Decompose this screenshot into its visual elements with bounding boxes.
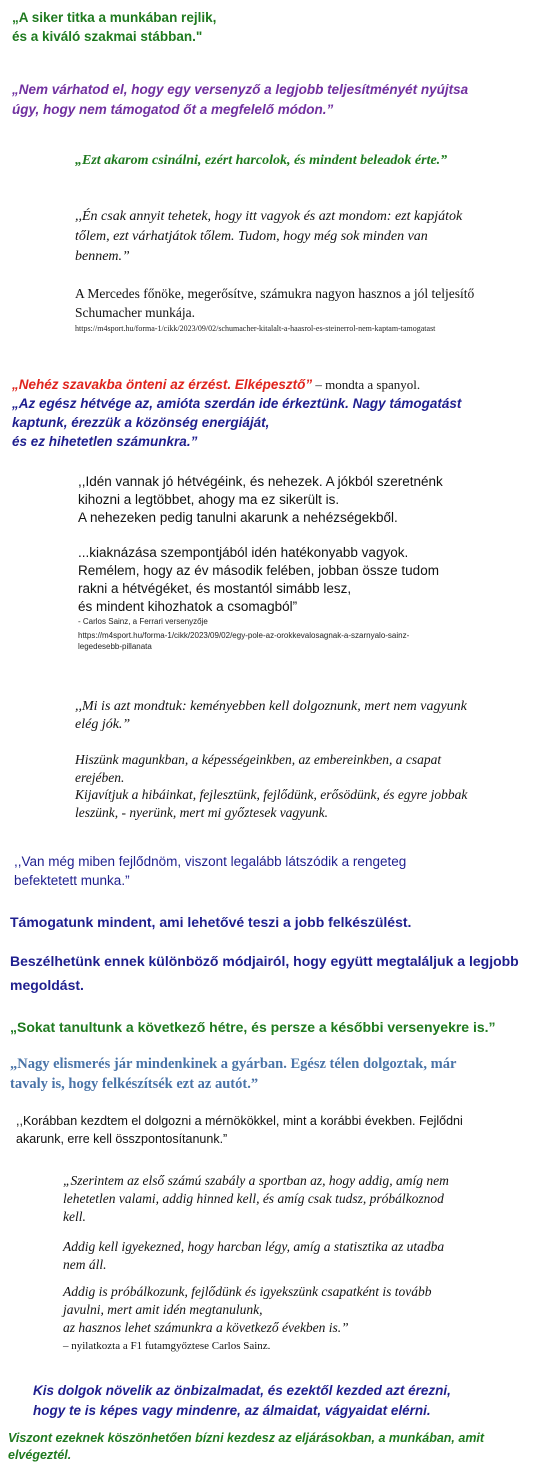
quote-line: A nehezeken pedig tanulni akarunk a nehézségekből. [78,510,398,525]
quote-line: ,,Idén vannak jó hétvégéink, és nehezek. A jókból szeretnénk [78,474,443,489]
quote-work-harder [75,698,467,734]
statement-discuss [10,949,519,997]
quote-line: tavaly is, hogy felkészítsék ezt az autót.” [10,1076,259,1092]
quote-line: ,,Korábban kezdtem el dolgozni a mérnökökkel, mint a korábbi években. Fejlődni [16,1114,463,1128]
quote-line: „Nem várhatod el, hogy egy versenyző a legjobb teljesítményét nyújtsa [12,82,469,97]
quote-line: tőlem, ezt várhatjátok tőlem. Tudom, hogy még sok minden van [75,229,428,244]
quote-line: „Az egész hétvége az, amióta szerdán ide érkeztünk. Nagy támogatást [12,396,462,411]
statement-line: hogy te is képes vagy mindenre, az álmaidat, vágyaidat elérni. [33,1403,431,1418]
quote-line [12,375,461,394]
mercedes-note [75,284,474,322]
statement-line: Beszélhetünk ennek különböző módjairól, hogy együtt megtaláljuk a legjobb [10,953,519,969]
quote-line: Hiszünk magunkban, a képességeinkben, az embereinkben, a csapat [75,752,442,767]
quote-line: „A siker titka a munkában rejlik, [12,10,217,25]
quote-line: és a kiváló szakmai stábban." [12,29,203,44]
quote-first-rule [63,1172,449,1226]
sainz-attribution [63,1339,270,1353]
quote-support-driver [12,80,468,120]
quote-line: és ez hihetetlen számunkra.” [12,434,198,449]
quote-learned [10,1017,496,1037]
statement-line: Viszont ezeknek köszönhetően bízni kezdesz az eljárásokban, a munkában, amit [8,1431,485,1445]
quote-fight [75,151,447,171]
quote-line: Kijavítjuk a hibáinkat, fejlesztünk, fejlődünk, erősödünk, és egyre jobbak [75,787,468,802]
quote-line: javulni, mert amit idén megtanulunk, [63,1302,263,1317]
quote-line: az hasznos lehet számunkra a következő években is.” [63,1320,349,1335]
source-url-line[interactable]: https://m4sport.hu/forma-1/cikk/2023/09/02/egy-pole-az-orokkevalosagnak-a-szarnyalo-sainz- [78,631,410,640]
quote-line: befektetett munka.” [14,873,130,888]
quote-line: kihozni a legtöbbet, ahogy ma ez sikerült is. [78,492,340,507]
quote-line: ,,Én csak annyit tehetek, hogy itt vagyok és azt mondom: ezt kapjátok [75,209,463,224]
statement-support [10,912,411,932]
quote-line: elég jók.” [75,717,131,732]
statement-line: elvégeztél. [8,1448,72,1462]
quote-line: ,,Mi is azt mondtuk: keményebben kell dolgoznunk, mert nem vagyunk [75,699,467,714]
quote-line: ...kiaknázása szempontjából idén hatékonyabb vagyok. [78,545,409,560]
quote-line: erejében. [75,769,125,785]
quote-sainz-weekends [78,473,443,527]
quote-line: „Nagy elismerés jár mindenkinek a gyárban. Egész télen dolgoztak, már [10,1056,457,1072]
quote-line: akarunk, erre kell összpontosítanunk.” [16,1132,228,1146]
quote-improve [14,852,406,890]
note-line: Schumacher munkája. [75,305,195,320]
quote-line: bennem.” [75,249,130,264]
quote-success-secret [12,8,216,46]
note-line: A Mercedes főnöke, megerősítve, számukra nagyon hasznos a jól teljesítő [75,286,475,301]
quote-line: ,,Van még miben fejlődnöm, viszont legalább látszódik a rengeteg [14,854,407,869]
source-url-line[interactable]: legedesebb-pillanata [78,642,152,651]
quote-line: Addig kell igyekezned, hogy harcban légy, amíg a statisztika az utadba [63,1239,445,1254]
emotion-quote: „Nehéz szavakba önteni az érzést. Elképesztő” [12,377,313,392]
attribution-text: – nyilatkozta a F1 futamgyőztese Carlos Sainz. [63,1340,271,1352]
quote-line: nem áll. [63,1257,107,1272]
quote-line: Addig is próbálkozunk, fejlődünk és igyekszünk csapatként is tovább [63,1284,432,1299]
quote-keep-fighting [63,1238,444,1274]
quote-sainz-efficiency [78,544,439,616]
quote-line: és mindent kihozhatok a csomagból” [78,599,298,614]
source-url-schumacher[interactable] [75,323,520,334]
url-text[interactable]: https://m4sport.hu/forma-1/cikk/2023/09/02/schumacher-kitalalt-a-haasrol-es-steinerrol-nem-kaptam-tamogatast [75,324,436,333]
quote-line: kell. [63,1209,86,1224]
quote-schumacher [75,207,462,267]
quote-sainz-emotion [12,375,461,451]
statement-trust [8,1430,484,1464]
quote-line: leszünk, - nyerünk, mert mi győztesek vagyunk. [75,804,329,820]
quote-team-improve [63,1283,432,1337]
source-text: - Carlos Sainz, a Ferrari versenyzője [78,617,208,626]
quote-line: úgy, hogy nem támogatod őt a megfelelő módon.” [12,102,334,117]
quote-line: rakni a hétvégéket, és mostantól simább lesz, [78,581,352,596]
statement-line: Támogatunk mindent, ami lehetővé teszi a jobb felkészülést. [10,914,412,930]
statement-line: Kis dolgok növelik az önbizalmadat, és ezektől kezded azt érezni, [33,1383,451,1398]
quote-line: „Ezt akarom csinálni, ezért harcolok, és mindent beleadok érte.” [75,153,448,168]
quote-line: lehetetlen valami, addig hinned kell, és amíg csak tudsz, próbálkoznod [63,1191,444,1206]
quote-engineers [16,1112,463,1148]
statement-confidence [33,1381,451,1421]
quote-factory-recognition [10,1054,456,1094]
quote-line: kaptunk, érezzük a közönség energiáját, [12,415,270,430]
quote-line: „Szerintem az első számú szabály a sportban az, hogy addig, amíg nem [63,1173,449,1188]
quote-believe [75,751,467,821]
quote-line: „Sokat tanultunk a következő hétre, és persze a későbbi versenyekre is.” [10,1019,496,1035]
attribution: – mondta a spanyol. [312,377,421,392]
quote-line: Remélem, hogy az év második felében, jobban össze tudom [78,563,439,578]
statement-line: megoldást. [10,977,84,993]
sainz-source [78,616,533,652]
